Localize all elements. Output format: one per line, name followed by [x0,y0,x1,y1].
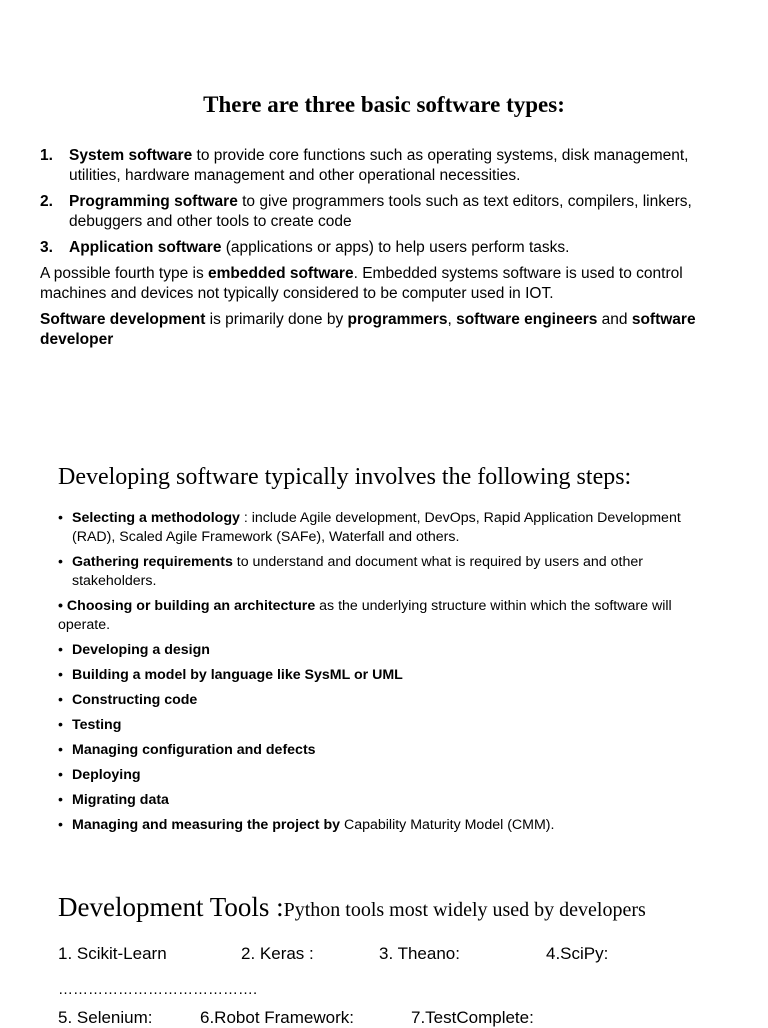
tool-item: 3. Theano: [379,944,460,963]
tool-item: 1. Scikit-Learn [58,944,167,963]
text-run: is primarily done by [205,311,348,328]
heading-main-text: Development Tools : [58,892,284,922]
term-bold: software developer [40,311,696,348]
term-description: (applications or apps) to help users perform tasks. [221,239,570,256]
bullet-icon: • [58,692,63,708]
term-bold: programmers [347,311,448,328]
tool-item: 4.SciPy: [546,944,609,963]
list-item [58,641,708,660]
tool-item: 6.Robot Framework: [200,1008,354,1027]
software-types-section [40,146,720,356]
list-item [58,716,708,735]
dotted-leader: …………………………………. [58,981,258,998]
term-description: to provide core functions such as operating systems, disk management, utilities, hardware management and other operational necessities. [69,147,689,184]
architecture-paragraph [58,597,708,635]
step-bold: Selecting a methodology [72,510,240,526]
tool-item: 7.TestComplete: [411,1008,534,1027]
development-steps-section [58,509,708,841]
list-item [40,192,720,232]
software-types-list [40,146,720,258]
text-run: and [597,311,632,328]
step-bold: Migrating data [72,792,169,808]
tool-item: 5. Selenium: [58,1008,153,1027]
text-run: , [447,311,457,328]
step-bold: Constructing code [72,692,198,708]
term-bold: Software development [40,311,206,328]
bullet-icon: • [58,767,63,783]
step-bold: Managing configuration and defects [72,742,316,758]
bullet-icon: • [58,510,63,526]
steps-list-b [58,641,708,835]
bullet-icon: • [58,792,63,808]
list-item [58,553,708,591]
step-description: to understand and document what is required by users and other stakeholders. [72,554,643,589]
heading-development-tools [58,892,646,923]
step-bold: Choosing or building an architecture [66,598,316,614]
term-bold: software engineers [456,311,598,328]
step-description: : include Agile development, DevOps, Rapid Application Development (RAD), Scaled Agile Framework (SAFe), Waterfall and others. [72,510,681,545]
step-bold: Developing a design [72,642,210,658]
bullet-icon: • [58,554,63,570]
heading-sub-text: Python tools most widely used by developers [283,899,646,921]
list-item [58,691,708,710]
text-run: . Embedded systems software is used to control machines and devices not typically considered to be computer used in IOT. [40,265,683,302]
bullet-icon: • [58,717,63,733]
list-item [58,509,708,547]
list-number: 2. [40,193,53,210]
bullet-icon: • [58,598,67,614]
heading-software-types: There are three basic software types: [203,92,565,117]
step-description: Capability Maturity Model (CMM). [340,817,555,833]
step-bold: Building a model by language like SysML or UML [72,667,403,683]
list-item [58,816,708,835]
term-description: to give programmers tools such as text editors, compilers, linkers, debuggers and other tools to create code [69,193,692,230]
term-bold: System software [69,147,193,164]
list-item [58,766,708,785]
text-run: A possible fourth type is [40,265,209,282]
list-item [40,146,720,186]
step-bold: Gathering requirements [72,554,233,570]
bullet-icon: • [58,817,63,833]
term-bold: Programming software [69,193,238,210]
step-bold: Testing [72,717,122,733]
bullet-icon: • [58,667,63,683]
steps-list-a [58,509,708,591]
term-bold: embedded software [208,265,354,282]
list-item [40,238,720,258]
bullet-icon: • [58,742,63,758]
tool-item: 2. Keras : [241,944,314,963]
list-item [58,741,708,760]
step-bold: Deploying [72,767,141,783]
list-number: 3. [40,239,53,256]
development-paragraph [40,310,720,350]
step-description: as the underlying structure within which the software will operate. [58,598,672,633]
step-bold: Managing and measuring the project by [72,817,341,833]
list-number: 1. [40,147,53,164]
list-item [58,791,708,810]
embedded-paragraph [40,264,720,304]
term-bold: Application software [69,239,222,256]
heading-development-steps: Developing software typically involves the following steps: [58,464,632,490]
bullet-icon: • [58,642,63,658]
list-item [58,666,708,685]
